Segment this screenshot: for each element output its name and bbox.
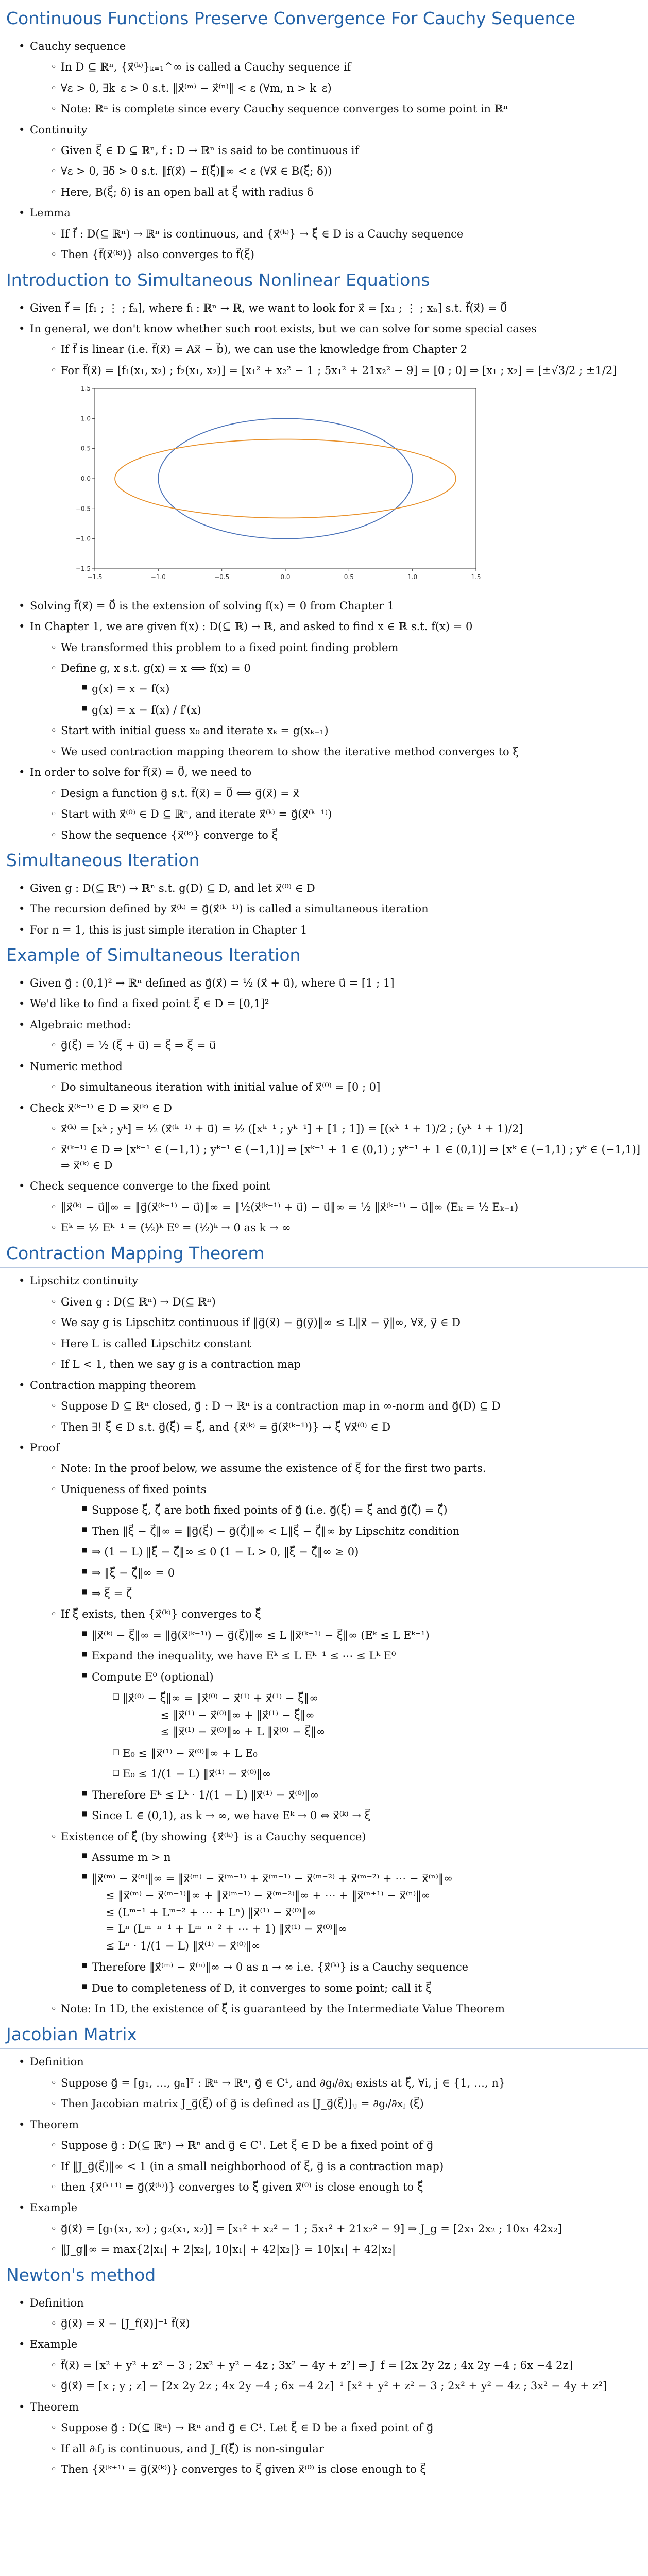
- list-item-text: Show the sequence {x⃗⁽ᵏ⁾} converge to ξ⃗: [61, 828, 278, 841]
- list-item: [30, 342, 648, 357]
- list-item: [0, 2054, 648, 2111]
- list-item: [30, 1398, 648, 1414]
- bullet-list: [30, 1294, 648, 1372]
- bullet-list: [30, 143, 648, 200]
- list-item-text: Solving f⃗(x⃗) = 0⃗ is the extension of solving f(x) = 0 from Chapter 1: [30, 599, 395, 612]
- list-item: [30, 1482, 648, 1602]
- list-item-text: Suppose g⃗ = [g₁, …, gₙ]ᵀ : ℝⁿ → ℝⁿ, g⃗ ∈ C¹, and ∂gᵢ/∂xⱼ exists at ξ⃗, ∀i, j ∈ {1, …, n}: [61, 2076, 506, 2089]
- bullet-list: [0, 2054, 648, 2257]
- list-item-text: Do simultaneous iteration with initial value of x⃗⁽⁰⁾ = [0 ; 0]: [61, 1081, 381, 1094]
- list-item-text: Definition: [30, 2056, 84, 2069]
- bullet-list: [30, 2075, 648, 2112]
- y-tick-label: 1.0: [80, 415, 91, 422]
- list-item-text: Therefore Eᵏ ≤ Lᵏ · 1/(1 − L) ‖x⃗⁽¹⁾ − x⃗⁽⁰⁾‖∞: [92, 1788, 319, 1801]
- list-item: [30, 1461, 648, 1476]
- bullet-list: [30, 342, 648, 592]
- list-item: [92, 1766, 648, 1782]
- list-item-text: Since L ∈ (0,1), as k → ∞, we have Eᵏ → 0 ⇔ x⃗⁽ᵏ⁾ → ξ⃗: [92, 1809, 371, 1822]
- list-item: [30, 2179, 648, 2195]
- list-item: [30, 1199, 648, 1215]
- list-item: [30, 2001, 648, 2016]
- section-heading: Newton's method: [0, 2263, 648, 2290]
- list-item: [0, 2399, 648, 2478]
- list-item-text: Assume m > n: [92, 1851, 171, 1864]
- list-item-text: Eᵏ = ½ Eᵏ⁻¹ = (½)ᵏ E⁰ = (½)ᵏ → 0 as k → ∞: [61, 1222, 291, 1234]
- list-item-text: x⃗⁽ᵏ⁻¹⁾ ∈ D ⇒ [xᵏ⁻¹ ∈ (−1,1) ; yᵏ⁻¹ ∈ (−1,1)] ⇒ [xᵏ⁻¹ + 1 ∈ (0,1) ; yᵏ⁻¹ + 1 ∈ (0,1)] ⇒ [xᵏ ∈ (−1,1) ; yᵏ ∈ (−1,1)] ⇒ x⃗⁽ᵏ⁾ ∈ D: [61, 1143, 641, 1172]
- list-item-text: Then ∃! ξ⃗ ∈ D s.t. g⃗(ξ⃗) = ξ⃗, and {x⃗⁽ᵏ⁾ = g⃗(x⃗⁽ᵏ⁻¹⁾)} → ξ⃗ ∀x⃗⁽⁰⁾ ∈ D: [61, 1420, 391, 1433]
- bullet-list: [30, 59, 648, 116]
- list-item: [0, 1378, 648, 1435]
- list-item: [30, 184, 648, 200]
- list-item-text: E₀ ≤ 1/(1 − L) ‖x⃗⁽¹⁾ − x⃗⁽⁰⁾‖∞: [123, 1768, 271, 1781]
- list-item: [0, 2295, 648, 2332]
- x-tick-label: −1.5: [87, 573, 103, 581]
- list-item-text: Define g, x s.t. g(x) = x ⟺ f(x) = 0: [61, 662, 251, 674]
- list-item: [30, 786, 648, 801]
- list-item: [30, 640, 648, 655]
- list-item-text: Proof: [30, 1441, 60, 1454]
- list-item-text: Lemma: [30, 207, 71, 219]
- list-item: [0, 1100, 648, 1174]
- list-item: [0, 901, 648, 917]
- list-item-text: Compute E⁰ (optional): [92, 1670, 214, 1683]
- list-item-text: ⇒ ξ⃗ = ζ⃗: [92, 1587, 132, 1600]
- list-item-text: For n = 1, this is just simple iteration in Chapter 1: [30, 923, 308, 936]
- list-item-text: g(x) = x − f(x) / f′(x): [92, 703, 201, 716]
- bullet-list: [30, 1121, 648, 1173]
- list-item: [61, 1870, 648, 1954]
- bullet-list: [30, 1079, 648, 1095]
- list-item: [30, 2316, 648, 2331]
- list-item: [61, 1502, 648, 1518]
- list-item: [61, 1980, 648, 1996]
- list-item-text: Theorem: [30, 2118, 79, 2131]
- list-item-text: In D ⊆ ℝⁿ, {x⃗⁽ᵏ⁾}ₖ₌₁^∞ is called a Cauchy sequence if: [61, 61, 351, 74]
- bullet-list: [30, 2316, 648, 2331]
- list-item: [61, 702, 648, 718]
- y-tick-label: 1.5: [80, 385, 91, 393]
- list-item: [0, 2117, 648, 2195]
- list-item-text: If ξ⃗ exists, then {x⃗⁽ᵏ⁾} converges to ξ⃗: [61, 1608, 261, 1621]
- list-item-text: Suppose g⃗ : D(⊆ ℝⁿ) → ℝⁿ and g⃗ ∈ C¹. Let ξ⃗ ∈ D be a fixed point of g⃗: [61, 2421, 434, 2434]
- list-item: [0, 1178, 648, 1235]
- bullet-list: [61, 681, 648, 718]
- list-item-text: For f⃗(x⃗) = [f₁(x₁, x₂) ; f₂(x₁, x₂)] = [x₁² + x₂² − 1 ; 5x₁² + 21x₂² − 9] = [0 ; 0] ⇒ [x₁ ; x₂] = [±√3/2 ; ±1/2]: [61, 364, 617, 377]
- list-item-text: Then ‖ξ⃗ − ζ⃗‖∞ = ‖g⃗(ξ⃗) − g⃗(ζ⃗)‖∞ < L‖ξ⃗ − ζ⃗‖∞ by Lipschitz condition: [92, 1524, 460, 1537]
- list-item-text: If ‖J_g⃗(ξ⃗)‖∞ < 1 (in a small neighborhood of ξ⃗, g⃗ is a contraction map): [61, 2160, 444, 2173]
- list-item-text: If f⃗ : D(⊆ ℝⁿ) → ℝⁿ is continuous, and {x⃗⁽ᵏ⁾} → ξ⃗ ∈ D is a Cauchy sequence: [61, 227, 464, 240]
- section-heading: Continuous Functions Preserve Convergence For Cauchy Sequence: [0, 6, 648, 33]
- list-item: [61, 1586, 648, 1601]
- list-item-text: Start with x⃗⁽⁰⁾ ∈ D ⊆ ℝⁿ, and iterate x⃗⁽ᵏ⁾ = g⃗(x⃗⁽ᵏ⁻¹⁾): [61, 808, 332, 821]
- list-item-text: Here, B(ξ⃗; δ) is an open ball at ξ⃗ with radius δ: [61, 185, 314, 198]
- contour-chart: [61, 382, 648, 592]
- list-item-text: f⃗(x⃗) = [x² + y² + z² − 3 ; 2x² + y² − 4z ; 3x² − 4y + z²] ⇒ J_f = [2x 2y 2z ; 4x 2y −4 ; 6x −4 2z]: [61, 2359, 573, 2371]
- list-item-text: ‖J_g‖∞ = max{2|x₁| + 2|x₂|, 10|x₁| + 42|x₂|} = 10|x₁| + 42|x₂|: [61, 2243, 396, 2256]
- list-item-text: ⇒ ‖ξ⃗ − ζ⃗‖∞ = 0: [92, 1566, 175, 1579]
- list-item: [30, 1336, 648, 1351]
- list-item: [0, 765, 648, 843]
- list-item: [61, 681, 648, 697]
- list-item-text: Example: [30, 2201, 78, 2214]
- list-item-text: Continuity: [30, 123, 88, 136]
- list-item: [0, 300, 648, 316]
- contour-plot-svg: [64, 382, 486, 588]
- list-item-text: g⃗(x⃗) = [x ; y ; z] − [2x 2y 2z ; 4x 2y −4 ; 6x −4 2z]⁻¹ [x² + y² + z² − 3 ; 2x² + y² − 4z ; 3x² − 4y + z²]: [61, 2380, 607, 2393]
- bullet-list: [61, 1850, 648, 1996]
- list-item-text: Note: In 1D, the existence of ξ⃗ is guaranteed by the Intermediate Value Theorem: [61, 2003, 505, 2015]
- x-tick-label: −1.0: [150, 573, 166, 581]
- list-item-text: Given g : D(⊆ ℝⁿ) → D(⊆ ℝⁿ): [61, 1295, 216, 1308]
- list-item-text: Then {f⃗(x⃗⁽ᵏ⁾)} also converges to f⃗(ξ⃗): [61, 248, 254, 261]
- x-tick-label: 0.5: [344, 573, 354, 581]
- list-item: [30, 1121, 648, 1137]
- list-item-text: If f⃗ is linear (i.e. f⃗(x⃗) = Ax⃗ − b⃗), we can use the knowledge from Chapter 2: [61, 343, 468, 356]
- list-item: [30, 744, 648, 759]
- list-item-text: In order to solve for f⃗(x⃗) = 0⃗, we need to: [30, 766, 252, 779]
- list-item-text: ⇒ (1 − L) ‖ξ⃗ − ζ⃗‖∞ ≤ 0 (1 − L > 0, ‖ξ⃗ − ζ⃗‖∞ ≥ 0): [92, 1546, 359, 1558]
- list-item: [30, 1315, 648, 1330]
- list-item: [0, 39, 648, 117]
- list-item: [30, 806, 648, 822]
- list-item-text: ‖x⃗⁽ᵐ⁾ − x⃗⁽ⁿ⁾‖∞ = ‖x⃗⁽ᵐ⁾ − x⃗⁽ᵐ⁻¹⁾ + x⃗⁽ᵐ⁻¹⁾ − x⃗⁽ᵐ⁻²⁾ + x⃗⁽ᵐ⁻²⁾ + ⋯ − x⃗⁽ⁿ⁾‖∞ ≤ ‖x⃗⁽ᵐ⁾ − x⃗⁽ᵐ⁻¹⁾‖∞ + ‖x⃗⁽ᵐ⁻¹⁾ − x⃗⁽ᵐ⁻²⁾‖∞ + ⋯ + ‖x⃗⁽ⁿ⁺¹⁾ − x⃗⁽ⁿ⁾‖∞ ≤ (Lᵐ⁻¹ + Lᵐ⁻² + ⋯ + Lⁿ) ‖x⃗⁽¹⁾ − x⃗⁽⁰⁾‖∞ = Lⁿ (Lᵐ⁻ⁿ⁻¹ + Lᵐ⁻ⁿ⁻² + ⋯ + 1) ‖x⃗⁽¹⁾ − x⃗⁽⁰⁾‖∞ ≤ Lⁿ · 1/(1 − L) ‖x⃗⁽¹⁾ − x⃗⁽⁰⁾‖∞: [92, 1872, 453, 1952]
- bullet-list: [0, 300, 648, 843]
- list-item: [0, 619, 648, 759]
- list-item-text: Given f⃗ = [f₁ ; ⋮ ; fₙ], where fᵢ : ℝⁿ → ℝ, we want to look for x⃗ = [x₁ ; ⋮ ; xₙ] s.t. f⃗(x⃗) = 0⃗: [30, 301, 507, 314]
- section-heading: Example of Simultaneous Iteration: [0, 943, 648, 970]
- list-item: [61, 1565, 648, 1581]
- list-item: [30, 2358, 648, 2373]
- y-tick-label: −1.0: [75, 535, 91, 543]
- list-item: [30, 827, 648, 843]
- list-item: [92, 1745, 648, 1761]
- bullet-list: [30, 226, 648, 263]
- list-item-text: g⃗(x⃗) = [g₁(x₁, x₂) ; g₂(x₁, x₂)] = [x₁² + x₂² − 1 ; 5x₁² + 21x₂² − 9] ⇒ J_g = [2x₁ 2x₂ ; 10x₁ 42x₂]: [61, 2222, 562, 2235]
- list-item: [30, 2221, 648, 2236]
- list-item-text: Given g⃗ : (0,1)² → ℝⁿ defined as g⃗(x⃗) = ½ (x⃗ + u⃗), where u⃗ = [1 ; 1]: [30, 976, 395, 989]
- list-item-text: Suppose D ⊆ ℝⁿ closed, g⃗ : D → ℝⁿ is a contraction map in ∞-norm and g⃗(D) ⊆ D: [61, 1400, 501, 1413]
- bullet-list: [30, 1038, 648, 1053]
- list-item-text: In general, we don't know whether such root exists, but we can solve for some special cases: [30, 322, 537, 335]
- list-item-text: We transformed this problem to a fixed point finding problem: [61, 641, 399, 654]
- list-item: [30, 1357, 648, 1372]
- list-item-text: Given ξ⃗ ∈ D ⊆ ℝⁿ, f : D → ℝⁿ is said to be continuous if: [61, 144, 359, 157]
- list-item: [0, 2200, 648, 2257]
- bullet-list: [61, 1628, 648, 1824]
- list-item-text: Start with initial guess x₀ and iterate xₖ = g(xₖ₋₁): [61, 724, 329, 737]
- list-item: [0, 996, 648, 1011]
- list-item: [61, 1959, 648, 1975]
- list-item: [30, 1220, 648, 1235]
- x-tick-label: 1.5: [471, 573, 481, 581]
- list-item: [30, 143, 648, 158]
- list-item: [0, 1059, 648, 1095]
- list-item-text: Algebraic method:: [30, 1018, 131, 1031]
- section-heading: Contraction Mapping Theorem: [0, 1241, 648, 1268]
- list-item-text: g⃗(x⃗) = x⃗ − [J_f(x⃗)]⁻¹ f⃗(x⃗): [61, 2317, 190, 2330]
- list-item-text: Uniqueness of fixed points: [61, 1483, 207, 1496]
- list-item: [30, 2441, 648, 2456]
- list-item-text: Suppose g⃗ : D(⊆ ℝⁿ) → ℝⁿ and g⃗ ∈ C¹. Let ξ⃗ ∈ D be a fixed point of g⃗: [61, 2139, 434, 2152]
- list-item: [61, 1648, 648, 1664]
- bullet-list: [30, 2221, 648, 2258]
- x-tick-label: 1.0: [407, 573, 418, 581]
- bullet-list: [0, 975, 648, 1236]
- list-item: [61, 1669, 648, 1782]
- bullet-list: [30, 2420, 648, 2477]
- list-item: [0, 205, 648, 262]
- list-item: [30, 1038, 648, 1053]
- list-item: [61, 1787, 648, 1803]
- list-item: [61, 1544, 648, 1560]
- plot-frame: [95, 388, 476, 569]
- bullet-list: [0, 2295, 648, 2478]
- list-item-text: The recursion defined by x⃗⁽ᵏ⁾ = g⃗(x⃗⁽ᵏ⁻¹⁾) is called a simultaneous iteration: [30, 903, 429, 916]
- bullet-list: [0, 39, 648, 263]
- list-item: [0, 880, 648, 896]
- bullet-list: [30, 2138, 648, 2195]
- list-item-text: ∀ε > 0, ∃k_ε > 0 s.t. ‖x⃗⁽ᵐ⁾ − x⃗⁽ⁿ⁾‖ < ε (∀m, n > k_ε): [61, 81, 332, 94]
- list-item-text: g⃗(ξ⃗) = ½ (ξ⃗ + u⃗) = ξ⃗ ⇒ ξ⃗ = u⃗: [61, 1039, 216, 1052]
- list-item-text: Contraction mapping theorem: [30, 1379, 196, 1392]
- list-item-text: In Chapter 1, we are given f(x) : D(⊆ ℝ) → ℝ, and asked to find x ∈ ℝ s.t. f(x) = 0: [30, 620, 473, 633]
- list-item: [0, 122, 648, 200]
- list-item-text: Example: [30, 2338, 78, 2351]
- list-item-text: If all ∂ᵢfⱼ is continuous, and J_f(ξ⃗) is non-singular: [61, 2442, 324, 2455]
- list-item-text: We'd like to find a fixed point ξ⃗ ∈ D = [0,1]²: [30, 997, 269, 1010]
- list-item-text: We say g is Lipschitz continuous if ‖g⃗(x⃗) − g⃗(y⃗)‖∞ ≤ L‖x⃗ − y⃗‖∞, ∀x⃗, y⃗ ∈ D: [61, 1316, 461, 1329]
- list-item-text: Definition: [30, 2296, 84, 2309]
- list-item: [30, 59, 648, 75]
- y-tick-label: −1.5: [75, 565, 91, 573]
- list-item-text: Then Jacobian matrix J_g⃗(ξ⃗) of g⃗ is defined as [J_g⃗(ξ⃗)]ᵢⱼ = ∂gᵢ/∂xⱼ (ξ⃗): [61, 2097, 424, 2110]
- list-item: [30, 2096, 648, 2111]
- list-item-text: If L < 1, then we say g is a contraction map: [61, 1358, 301, 1371]
- list-item: [0, 975, 648, 991]
- list-item-text: Cauchy sequence: [30, 40, 126, 53]
- bullet-list: [30, 786, 648, 843]
- list-item-text: g(x) = x − f(x): [92, 683, 170, 696]
- list-item-text: ∀ε > 0, ∃δ > 0 s.t. ‖f(x⃗) − f(ξ⃗)‖∞ < ε (∀x⃗ ∈ B(ξ⃗; δ)): [61, 165, 332, 178]
- list-item: [0, 1017, 648, 1054]
- y-tick-label: 0.5: [80, 445, 91, 452]
- list-item: [0, 922, 648, 938]
- section-heading: Introduction to Simultaneous Nonlinear Equations: [0, 268, 648, 295]
- list-item: [30, 2138, 648, 2153]
- list-item: [30, 1829, 648, 1996]
- list-item: [92, 1690, 648, 1740]
- x-tick-label: 0.0: [280, 573, 291, 581]
- list-item-text: then {x⃗⁽ᵏ⁺¹⁾ = g⃗(x⃗⁽ᵏ⁾)} converges to ξ⃗ given x⃗⁽⁰⁾ is close enough to ξ⃗: [61, 2181, 423, 2193]
- list-item-text: Therefore ‖x⃗⁽ᵐ⁾ − x⃗⁽ⁿ⁾‖∞ → 0 as n → ∞ i.e. {x⃗⁽ᵏ⁾} is a Cauchy sequence: [92, 1961, 469, 1974]
- list-item-text: Check x⃗⁽ᵏ⁻¹⁾ ∈ D ⇒ x⃗⁽ᵏ⁾ ∈ D: [30, 1101, 172, 1114]
- section-heading: Simultaneous Iteration: [0, 848, 648, 875]
- list-item: [0, 2336, 648, 2394]
- bullet-list: [30, 2358, 648, 2394]
- list-item: [30, 1419, 648, 1435]
- bullet-list: [30, 1199, 648, 1236]
- list-item-text: Design a function g⃗ s.t. f⃗(x⃗) = 0⃗ ⟺ g⃗(x⃗) = x⃗: [61, 787, 299, 800]
- list-item-text: Note: ℝⁿ is complete since every Cauchy sequence converges to some point in ℝⁿ: [61, 103, 508, 115]
- list-item: [30, 101, 648, 116]
- list-item: [61, 1850, 648, 1865]
- list-item: [30, 163, 648, 179]
- list-item: [30, 2242, 648, 2257]
- list-item-text: E₀ ≤ ‖x⃗⁽¹⁾ − x⃗⁽⁰⁾‖∞ + L E₀: [123, 1747, 258, 1759]
- list-item: [30, 80, 648, 96]
- list-item: [0, 1440, 648, 2017]
- list-item-text: Then {x⃗⁽ᵏ⁺¹⁾ = g⃗(x⃗⁽ᵏ⁾)} converges to ξ⃗ given x⃗⁽⁰⁾ is close enough to ξ⃗: [61, 2463, 427, 2476]
- x-tick-label: −0.5: [214, 573, 230, 581]
- list-item-text: We used contraction mapping theorem to show the iterative method converges to ξ: [61, 745, 519, 758]
- list-item-text: Lipschitz continuity: [30, 1275, 139, 1287]
- list-item: [30, 2159, 648, 2174]
- bullet-list: [92, 1690, 648, 1782]
- list-item: [61, 1628, 648, 1643]
- list-item: [61, 1808, 648, 1823]
- list-item-text: Expand the inequality, we have Eᵏ ≤ L Eᵏ⁻¹ ≤ ⋯ ≤ Lᵏ E⁰: [92, 1650, 396, 1663]
- list-item: [30, 363, 648, 593]
- list-item: [0, 321, 648, 593]
- list-item-text: Numeric method: [30, 1060, 123, 1073]
- bullet-list: [61, 1502, 648, 1601]
- list-item: [30, 1606, 648, 1823]
- bullet-list: [0, 1273, 648, 2016]
- list-item: [0, 1273, 648, 1372]
- list-item: [30, 660, 648, 718]
- list-item: [0, 598, 648, 614]
- list-item: [30, 1142, 648, 1173]
- list-item: [30, 2462, 648, 2477]
- list-item-text: ‖x⃗⁽⁰⁾ − ξ⃗‖∞ = ‖x⃗⁽⁰⁾ − x⃗⁽¹⁾ + x⃗⁽¹⁾ − ξ⃗‖∞ ≤ ‖x⃗⁽¹⁾ − x⃗⁽⁰⁾‖∞ + ‖x⃗⁽¹⁾ − ξ⃗‖∞ ≤ ‖x⃗⁽¹⁾ − x⃗⁽⁰⁾‖∞ + L ‖x⃗⁽⁰⁾ − ξ⃗‖∞: [123, 1692, 326, 1738]
- list-item-text: ‖x⃗⁽ᵏ⁾ − u⃗‖∞ = ‖g⃗(x⃗⁽ᵏ⁻¹⁾ − u⃗)‖∞ = ‖½(x⃗⁽ᵏ⁻¹⁾ + u⃗) − u⃗‖∞ = ½ ‖x⃗⁽ᵏ⁻¹⁾ − u⃗‖∞ (Eₖ = ½ Eₖ₋₁): [61, 1200, 519, 1213]
- y-tick-label: 0.0: [80, 475, 91, 483]
- list-item: [30, 226, 648, 242]
- bullet-list: [30, 1461, 648, 2016]
- list-item-text: Suppose ξ⃗, ζ⃗ are both fixed points of g⃗ (i.e. g⃗(ξ⃗) = ξ⃗ and g⃗(ζ⃗) = ζ⃗): [92, 1504, 448, 1517]
- list-item: [30, 2420, 648, 2435]
- list-item: [30, 2075, 648, 2091]
- bullet-list: [30, 640, 648, 760]
- list-item-text: Note: In the proof below, we assume the existence of ξ⃗ for the first two parts.: [61, 1462, 486, 1475]
- bullet-list: [30, 1398, 648, 1435]
- list-item-text: Theorem: [30, 2400, 79, 2413]
- list-item: [61, 1523, 648, 1539]
- list-item-text: Given g : D(⊆ ℝⁿ) → ℝⁿ s.t. g(D) ⊆ D, and let x⃗⁽⁰⁾ ∈ D: [30, 882, 315, 894]
- list-item-text: ‖x⃗⁽ᵏ⁾ − ξ⃗‖∞ = ‖g⃗(x⃗⁽ᵏ⁻¹⁾) − g⃗(ξ⃗)‖∞ ≤ L ‖x⃗⁽ᵏ⁻¹⁾ − ξ⃗‖∞ (Eᵏ ≤ L Eᵏ⁻¹): [92, 1629, 430, 1641]
- list-item: [30, 247, 648, 262]
- list-item: [30, 1294, 648, 1310]
- y-tick-label: −0.5: [75, 505, 91, 513]
- list-item-text: Due to completeness of D, it converges to some point; call it ξ⃗: [92, 1981, 432, 1994]
- section-heading: Jacobian Matrix: [0, 2022, 648, 2049]
- list-item-text: Here L is called Lipschitz constant: [61, 1337, 251, 1350]
- list-item-text: x⃗⁽ᵏ⁾ = [xᵏ ; yᵏ] = ½ (x⃗⁽ᵏ⁻¹⁾ + u⃗) = ½ ([xᵏ⁻¹ ; yᵏ⁻¹] + [1 ; 1]) = [(xᵏ⁻¹ + 1)/2 ; (yᵏ⁻¹ + 1)/2]: [61, 1123, 523, 1135]
- list-item: [30, 723, 648, 738]
- list-item-text: Existence of ξ⃗ (by showing {x⃗⁽ᵏ⁾} is a Cauchy sequence): [61, 1830, 366, 1843]
- bullet-list: [0, 880, 648, 938]
- list-item: [30, 1079, 648, 1095]
- list-item-text: Check sequence converge to the fixed point: [30, 1180, 270, 1193]
- list-item: [30, 2378, 648, 2394]
